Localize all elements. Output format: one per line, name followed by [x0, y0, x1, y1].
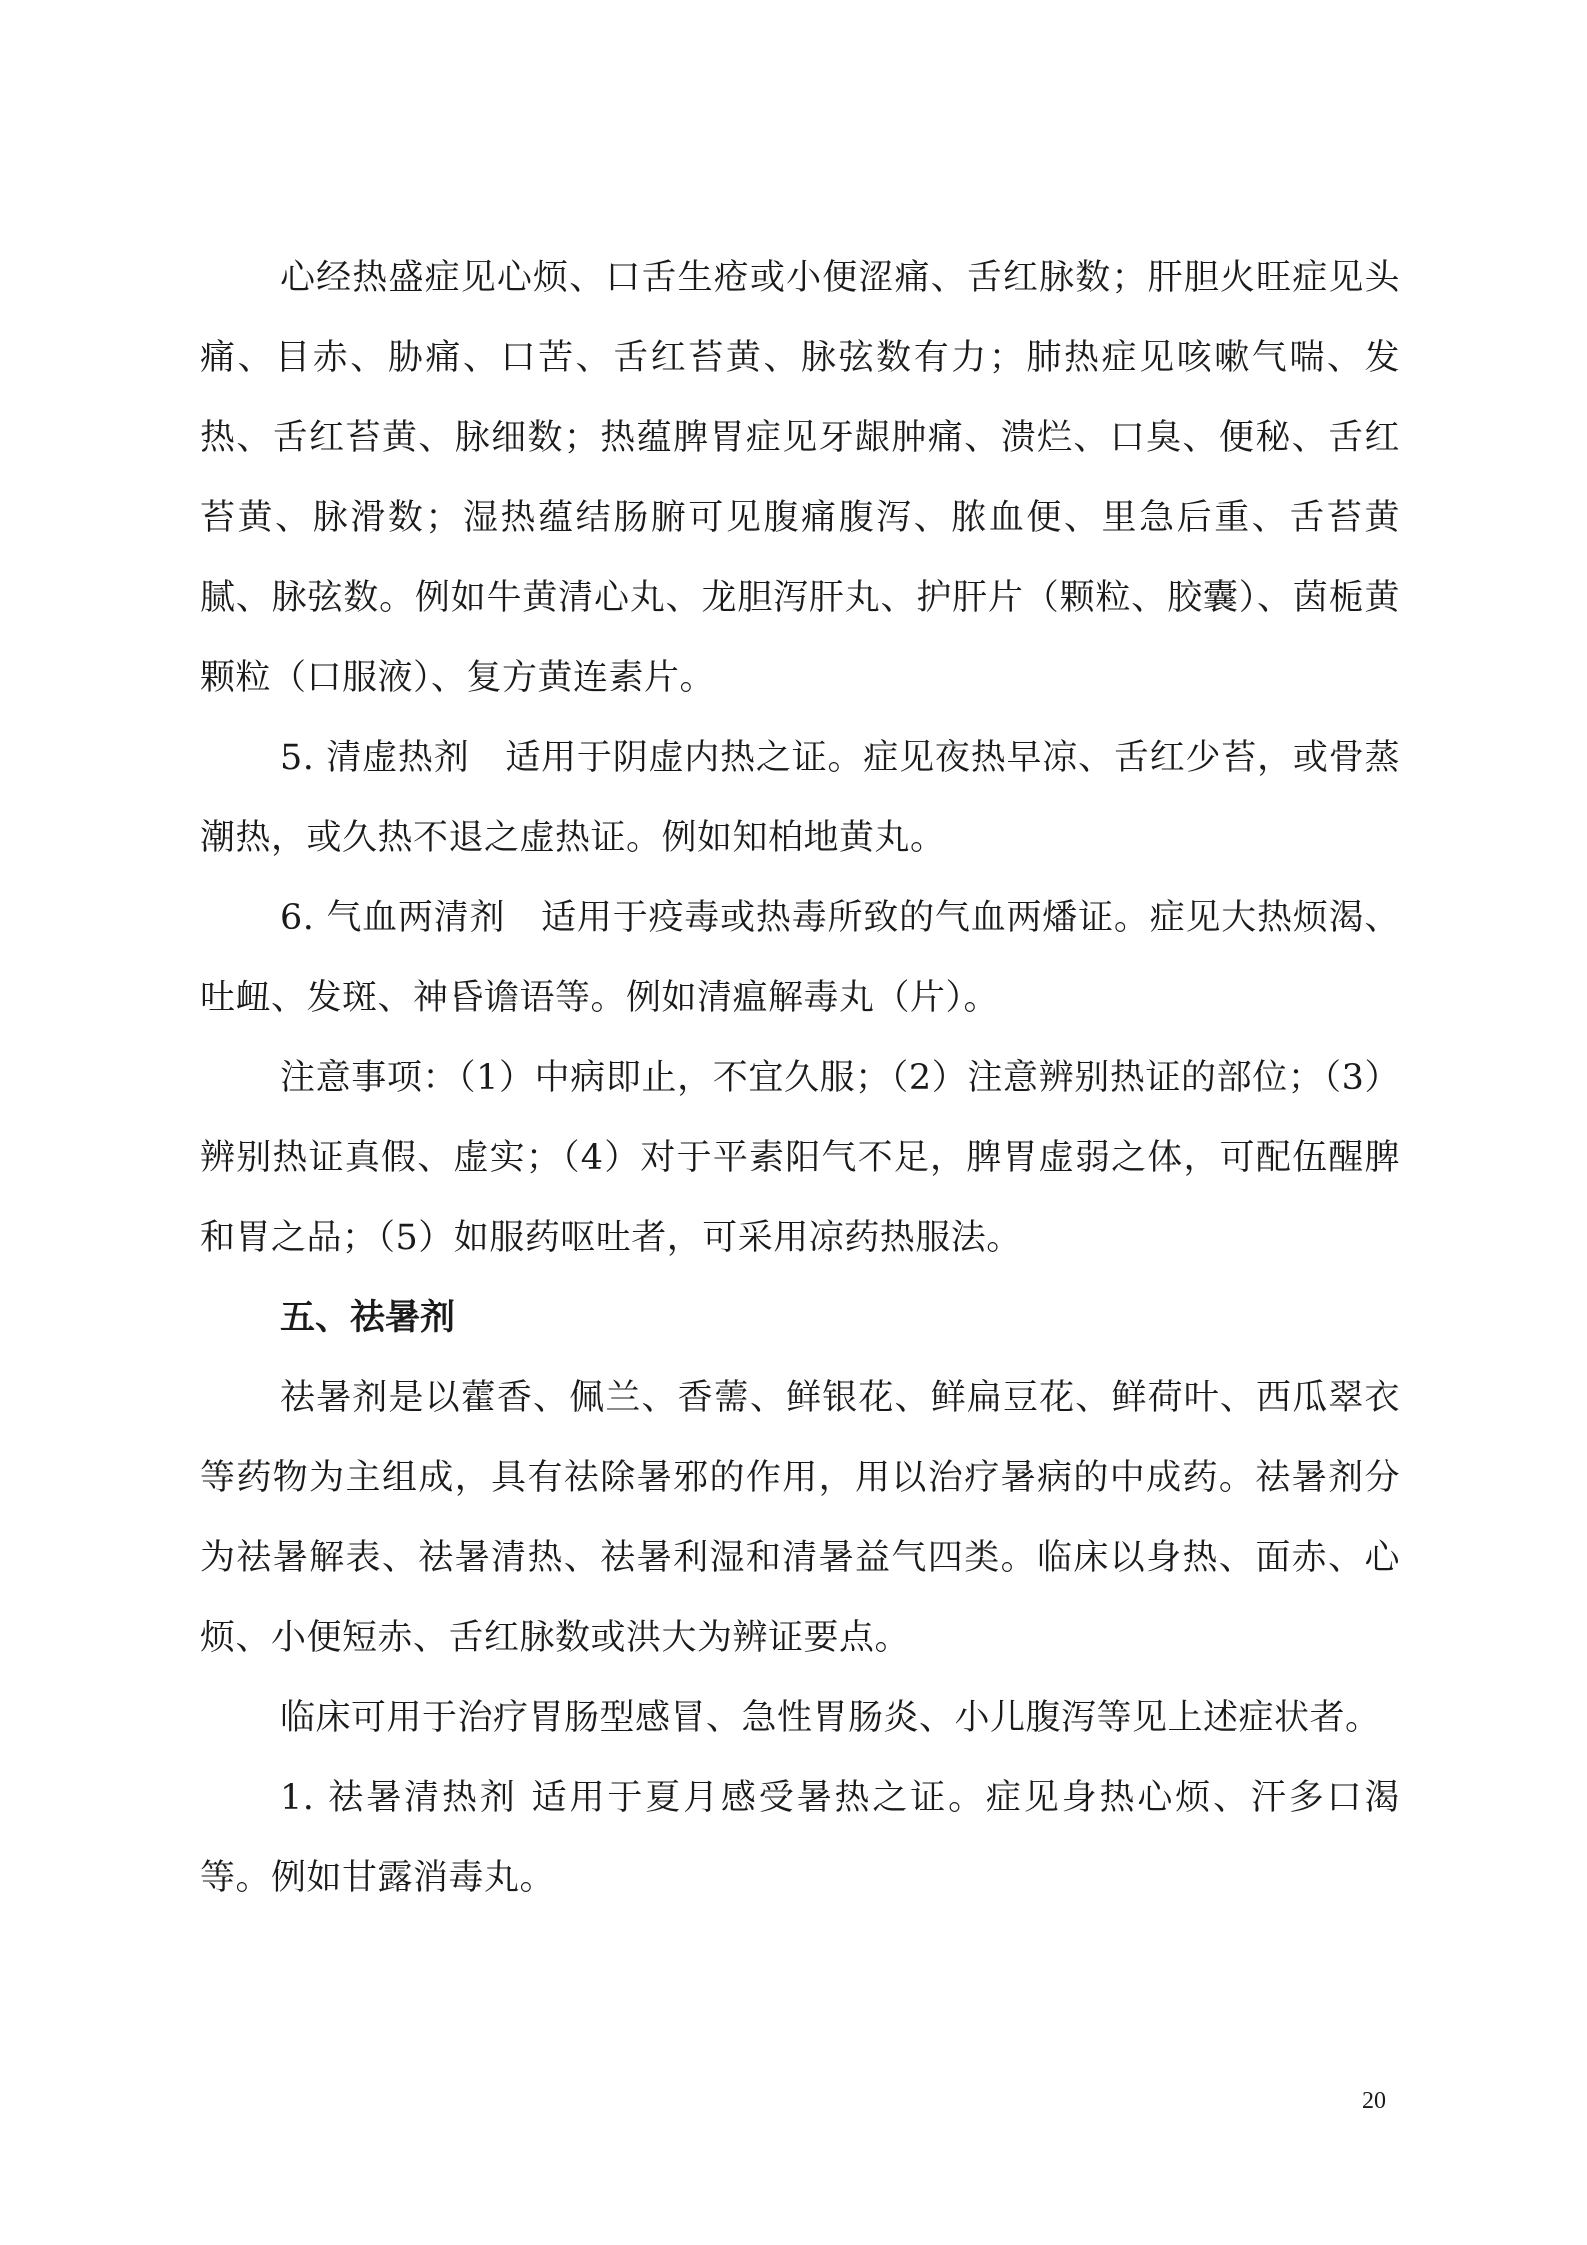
paragraph-clinical-use: 临床可用于治疗胃肠型感冒、急性胃肠炎、小儿腹泻等见上述症状者。 [280, 1698, 1381, 1738]
paragraph-summer-heat-clearing: 1. 祛暑清热剂 适用于夏月感受暑热之证。症见身热心烦、汗多口渴等。例如甘露消毒丸。 [200, 1778, 1400, 1898]
paragraph-qi-blood-clearing: 6. 气血两清剂 适用于疫毒或热毒所致的气血两燔证。症见大热烦渴、吐衄、发斑、神昏谵语等。例如清瘟解毒丸（片）。 [200, 898, 1400, 1018]
page-number: 20 [1362, 2088, 1386, 2114]
page-content [200, 238, 1400, 1918]
paragraph-clear-deficiency-heat: 5. 清虚热剂 适用于阴虚内热之证。症见夜热早凉、舌红少苔，或骨蒸潮热，或久热不退之虚热证。例如知柏地黄丸。 [200, 738, 1400, 858]
paragraph-heat-syndromes: 心经热盛症见心烦、口舌生疮或小便涩痛、舌红脉数；肝胆火旺症见头痛、目赤、胁痛、口苦、舌红苔黄、脉弦数有力；肺热症见咳嗽气喘、发热、舌红苔黄、脉细数；热蕴脾胃症见牙龈肿痛、溃烂、口臭、便秘、舌红苔黄、脉滑数；湿热蕴结肠腑可见腹痛腹泻、脓血便、里急后重、舌苔黄腻、脉弦数。例如牛黄清心丸、龙胆泻肝丸、护肝片（颗粒、胶囊）、茵栀黄颗粒（口服液）、复方黄连素片。 [200, 258, 1400, 698]
section-heading: 五、祛暑剂 [280, 1298, 456, 1338]
paragraph-summer-heat-intro: 祛暑剂是以藿香、佩兰、香薷、鲜银花、鲜扁豆花、鲜荷叶、西瓜翠衣等药物为主组成，具有祛除暑邪的作用，用以治疗暑病的中成药。祛暑剂分为祛暑解表、祛暑清热、祛暑利湿和清暑益气四类。临床以身热、面赤、心烦、小便短赤、舌红脉数或洪大为辨证要点。 [200, 1378, 1400, 1658]
paragraph-precautions: 注意事项：（1）中病即止，不宜久服；（2）注意辨别热证的部位；（3）辨别热证真假、虚实；（4）对于平素阳气不足，脾胃虚弱之体，可配伍醒脾和胃之品；（5）如服药呕吐者，可采用凉药热服法。 [200, 1058, 1400, 1258]
